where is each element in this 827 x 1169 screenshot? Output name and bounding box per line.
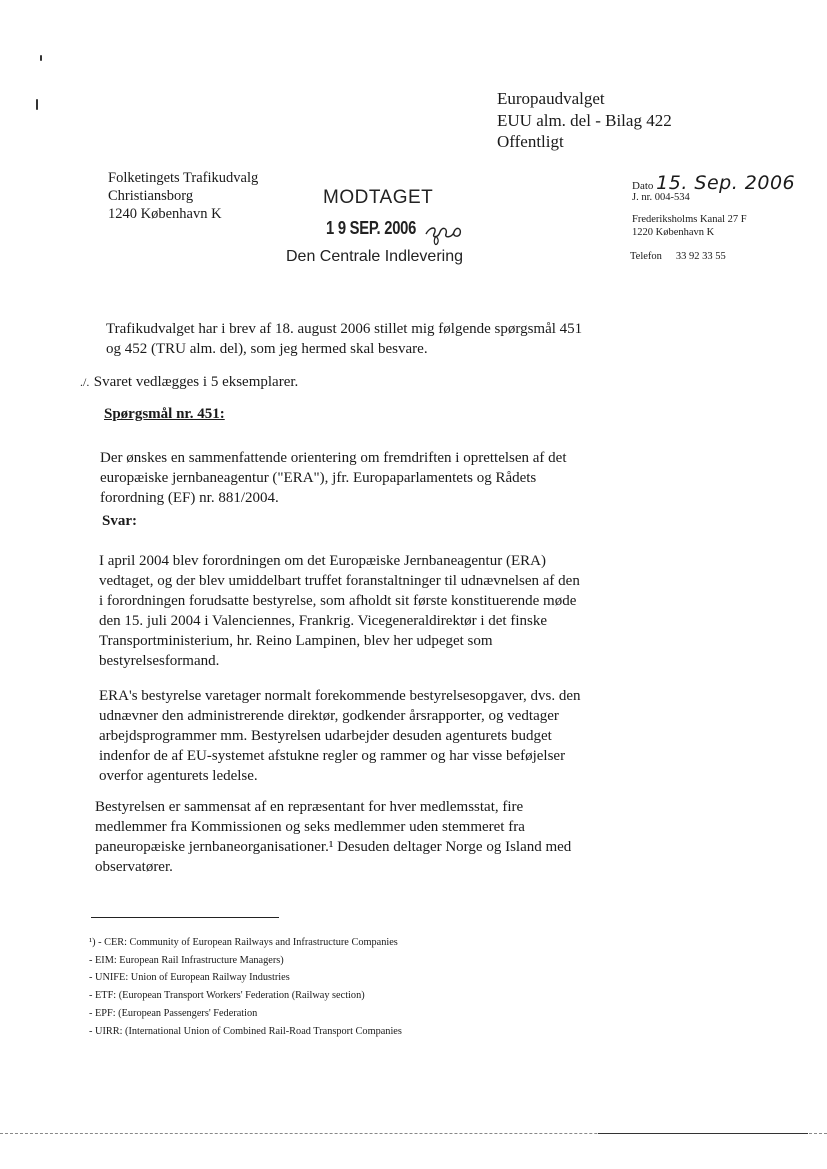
recipient-address: [108, 169, 258, 223]
attachment-text: Svaret vedlægges i 5 eksemplarer.: [93, 374, 299, 390]
header-line: EUU alm. del - Bilag 422: [497, 110, 672, 130]
intro-paragraph: Trafikudvalget har i brev af 18. august 2006 stillet mig følgende spørgsmål 451 og 452 (TRU alm. del), som jeg hermed skal besvare.: [106, 321, 583, 357]
footnote-line: - ETF: (European Transport Workers' Federation (Railway section): [89, 990, 365, 1002]
scan-mark: [36, 99, 38, 110]
sender-address: [632, 214, 747, 239]
phone-label: Telefon: [630, 251, 662, 262]
document-header: [497, 88, 672, 153]
scan-mark: [40, 55, 42, 61]
journal-number: J. nr. 004-534: [632, 192, 690, 203]
received-stamp-department: Den Centrale Indlevering: [286, 248, 463, 265]
header-line: Europaudvalget: [497, 89, 605, 108]
phone-field: [630, 251, 726, 262]
attachment-mark: ./.: [80, 375, 90, 389]
address-line: Folketingets Trafikudvalg: [108, 170, 259, 186]
page-edge-line: [598, 1133, 808, 1134]
footnote-line: - EPF: (European Passengers' Federation: [89, 1007, 258, 1019]
phone-value: 33 92 33 55: [675, 251, 726, 262]
footnote-line: - EIM: European Rail Infrastructure Managers): [89, 954, 284, 966]
answer-paragraph: Bestyrelsen er sammensat af en repræsentant for hver medlemsstat, fire medlemmer fra Kommissionen og seks medlemmer uden stemmeret fra paneuropæiske jernbaneorganisationer.¹ Desuden deltager Norge og Island med observatører.: [95, 799, 572, 875]
answer-paragraph: I april 2004 blev forordningen om det Europæiske Jernbaneagentur (ERA) vedtaget, og der blev umiddelbart truffet foranstaltninger til udnævnelsen af den i forordningen forudsatte bestyrelse, som afholdt sit første konstituerende møde den 15. juli 2004 i Valenciennes, Frankrig. Vicegeneraldirektør i det finske Transportministerium, hr. Reino Lampinen, blev her udpeget som bestyrelsesformand.: [99, 553, 580, 669]
footnote-line: ¹) - CER: Community of European Railways and Infrastructure Companies: [89, 937, 398, 948]
attachment-line: [80, 372, 560, 392]
question-heading: Spørgsmål nr. 451:: [104, 406, 225, 422]
question-paragraph: Der ønskes en sammenfattende orientering om fremdriften i oprettelsen af det europæiske jernbaneagentur ("ERA"), jfr. Europaparlamentets og Rådets forordning (EF) nr. 881/2004.: [100, 450, 567, 506]
footnote-divider: [91, 917, 279, 918]
sender-address-line: 1220 København K: [632, 226, 715, 238]
date-field: [632, 172, 795, 194]
received-stamp-label: MODTAGET: [323, 187, 434, 208]
address-line: Christiansborg: [108, 188, 194, 204]
answer-paragraph: ERA's bestyrelse varetager normalt forekommende bestyrelsesopgaver, dvs. den udnævner den administrerende direktør, godkender årsrapporter, og vedtager arbejdsprogrammer mm. Bestyrelsen udarbejder desuden agenturets budget indenfor de af EU-systemet afstukne regler og rammer og har visse beføjelser overfor agenturets ledelse.: [99, 688, 581, 784]
footnote-line: - UNIFE: Union of European Railway Industries: [89, 972, 290, 984]
header-line: Offentligt: [497, 132, 564, 151]
received-stamp-date: 1 9 SEP. 2006: [326, 218, 417, 238]
address-line: 1240 København K: [108, 206, 222, 222]
handwritten-date: 15. Sep. 2006: [656, 172, 796, 194]
sender-address-line: Frederiksholms Kanal 27 F: [632, 214, 747, 225]
footnote-line: - UIRR: (International Union of Combined Rail-Road Transport Companies: [89, 1025, 402, 1037]
handwritten-initials-icon: [424, 220, 464, 250]
date-label: Dato: [632, 180, 654, 192]
answer-heading: Svar:: [102, 513, 137, 529]
footnotes: [89, 934, 402, 1040]
